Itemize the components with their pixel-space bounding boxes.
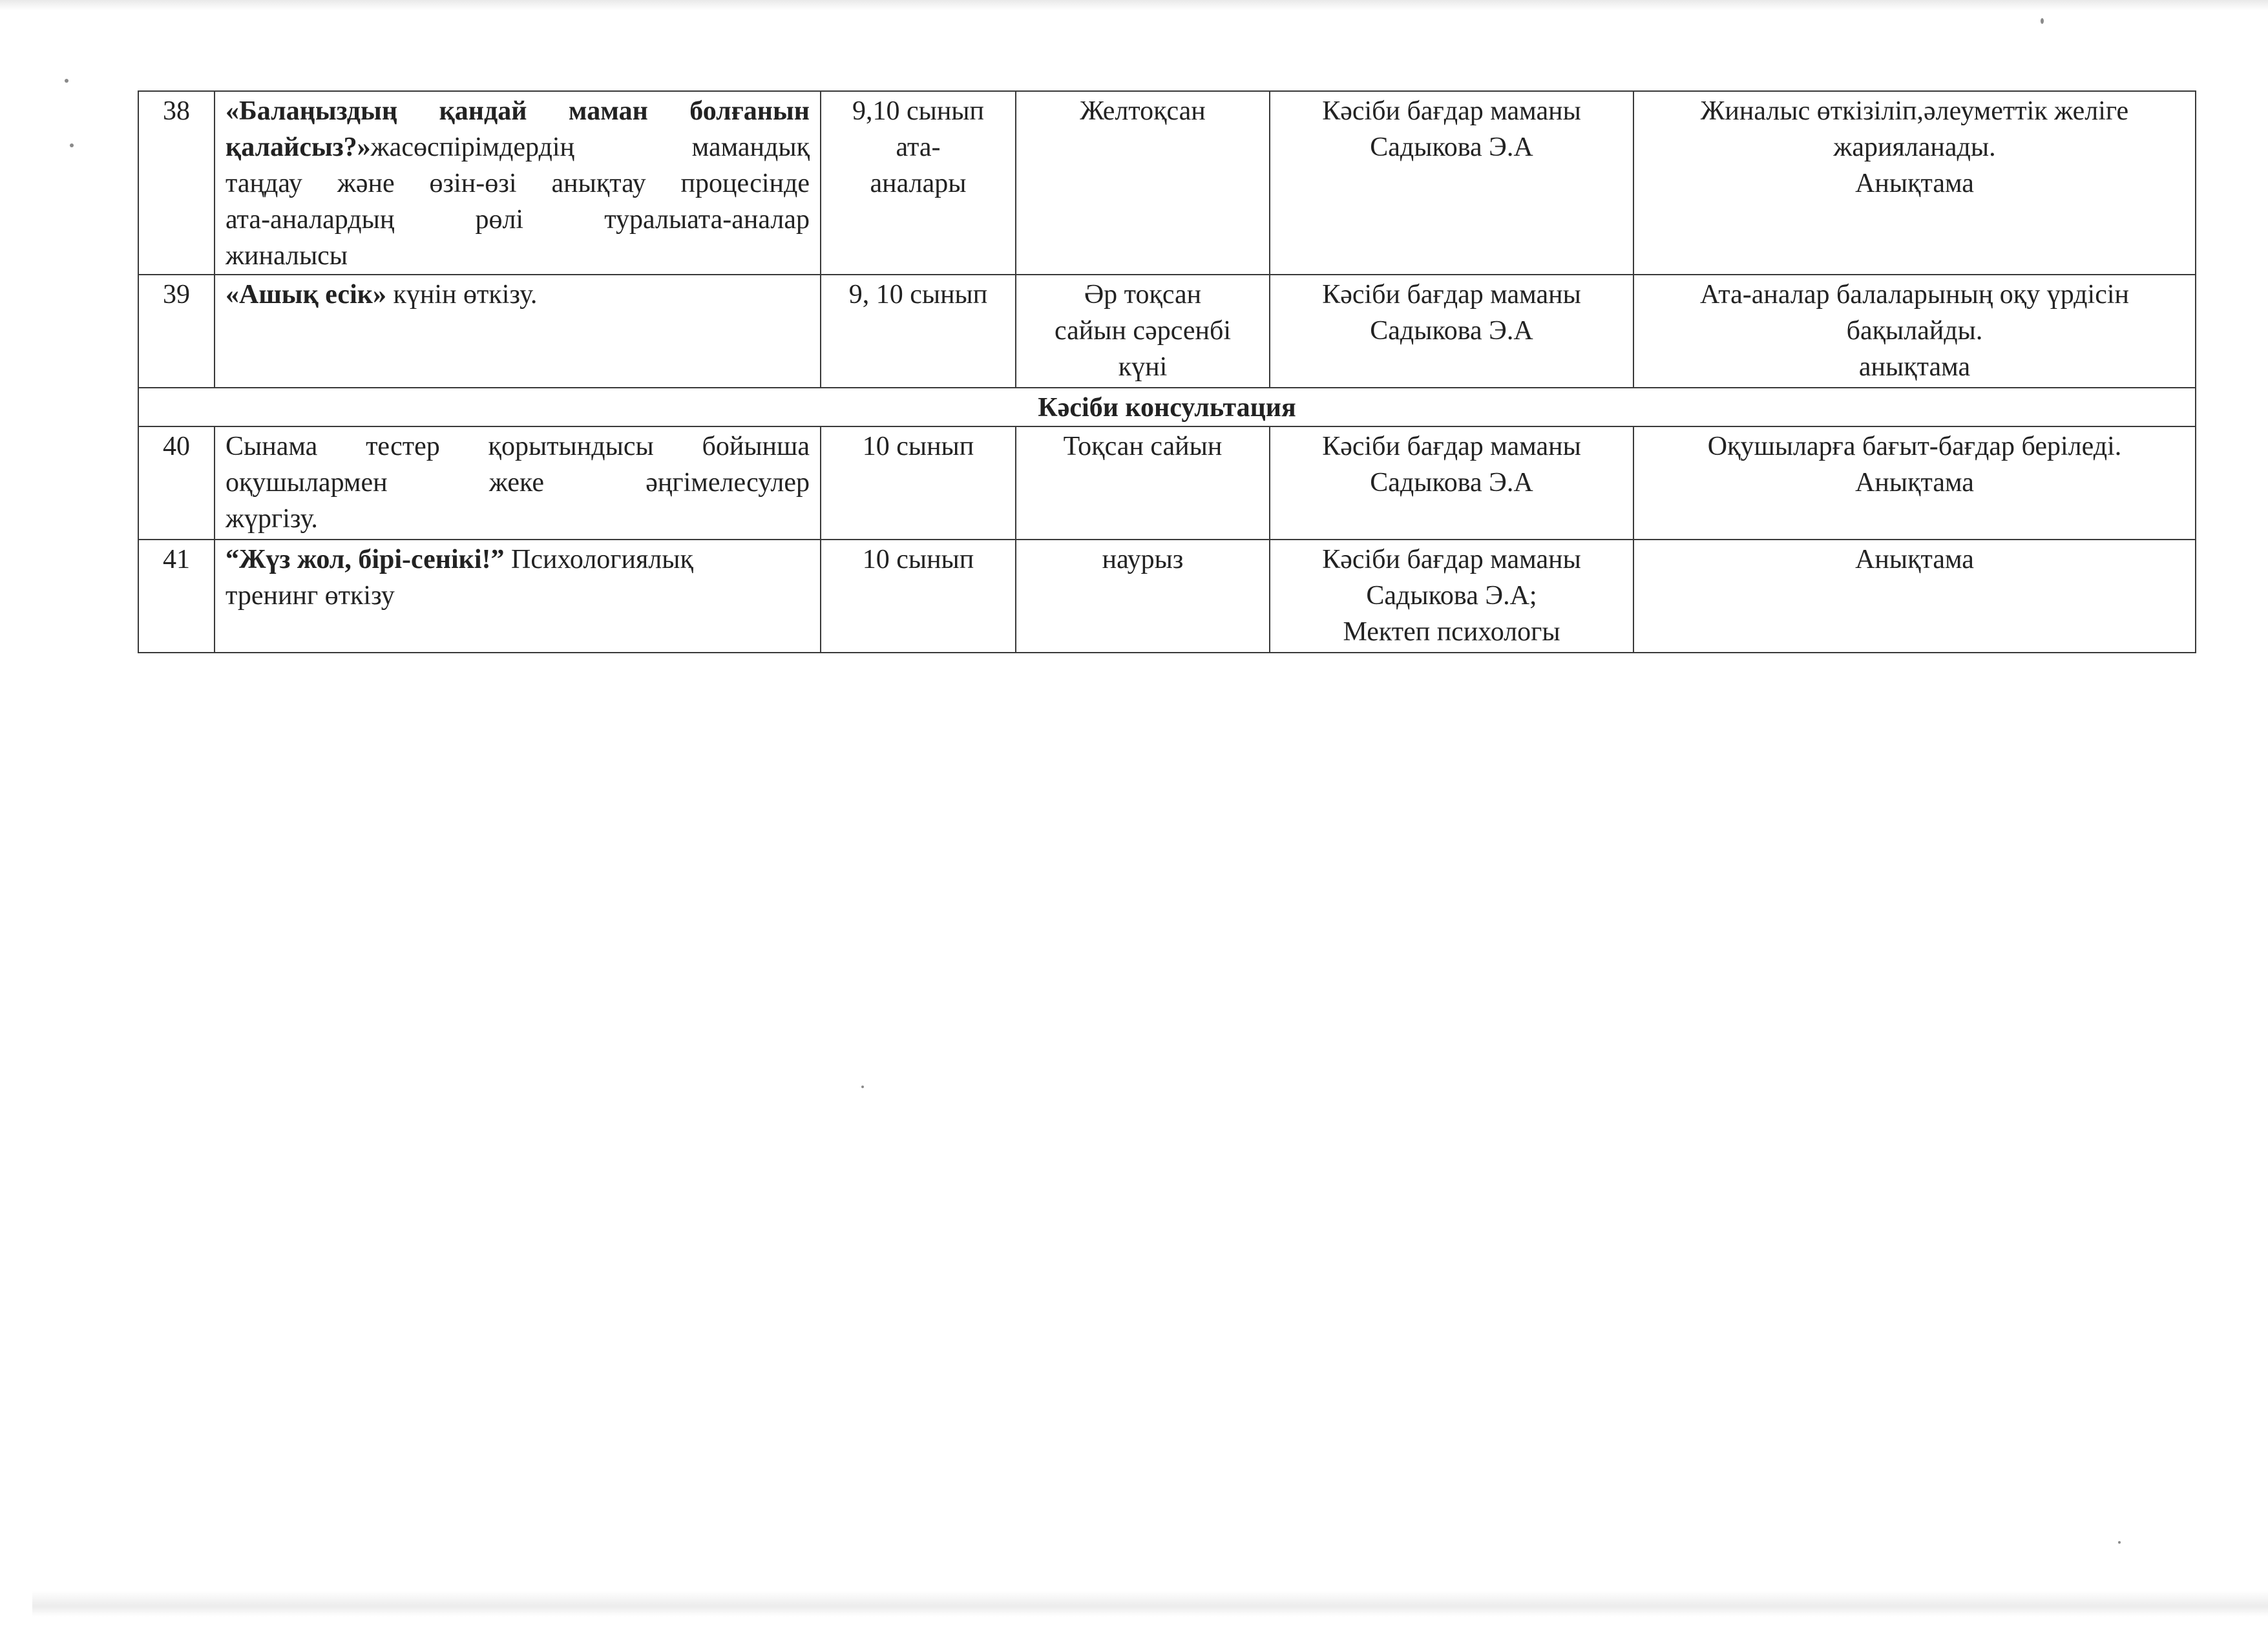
- responsible-text: Садыкова Э.А: [1370, 468, 1533, 498]
- event-text: таңдау және өзін-өзі анықтау процесінде: [226, 169, 810, 198]
- event-cell: [215, 426, 821, 540]
- event-title-bold: қалайсыз?»: [226, 132, 371, 162]
- event-cell: [215, 275, 821, 388]
- section-title: Кәсіби консультация: [138, 388, 2196, 426]
- responsible-text: Кәсіби бағдар маманы: [1322, 96, 1581, 126]
- audience-cell: 10 сынып: [821, 426, 1016, 540]
- event-text: Психологиялық: [511, 545, 693, 574]
- audience-cell: [821, 91, 1016, 275]
- result-cell: [1633, 275, 2196, 388]
- result-text: бақылайды.: [1846, 316, 1983, 346]
- audience-text: 9,10 сынып: [852, 96, 985, 126]
- audience-text: ата-: [896, 132, 941, 162]
- timing-cell: Тоқсан сайын: [1016, 426, 1270, 540]
- responsible-text: Кәсіби бағдар маманы: [1322, 545, 1581, 574]
- responsible-text: Садыкова Э.А: [1370, 316, 1533, 346]
- timing-cell: Желтоқсан: [1016, 91, 1270, 275]
- result-text: Анықтама: [1855, 169, 1974, 198]
- scan-edge-bottom: [32, 1591, 2268, 1617]
- scan-speck: [65, 79, 68, 83]
- event-text: жүргізу.: [226, 504, 318, 534]
- event-title-bold: «Балаңыздың қандай маман болғанын: [226, 96, 810, 126]
- event-text: жасөспірімдердің мамандық: [370, 132, 810, 162]
- result-text: Ата-аналар балаларының оқу үрдісін: [1700, 280, 2129, 310]
- result-text: жарияланады.: [1833, 132, 1996, 162]
- audience-cell: 10 сынып: [821, 540, 1016, 653]
- audience-cell: 9, 10 сынып: [821, 275, 1016, 388]
- table-row: [138, 426, 2196, 540]
- table-row: [138, 91, 2196, 275]
- event-cell: [215, 540, 821, 653]
- event-text: ата-аналардың рөлі туралыата-аналар: [226, 205, 810, 235]
- responsible-cell: [1270, 91, 1633, 275]
- row-number: 39: [138, 275, 215, 388]
- table-row: [138, 540, 2196, 653]
- event-text: жиналысы: [226, 241, 348, 271]
- responsible-text: Кәсіби бағдар маманы: [1322, 280, 1581, 310]
- section-row: [138, 388, 2196, 426]
- event-title-bold: “Жүз жол, бірі-сенікі!”: [226, 545, 505, 574]
- timing-cell: [1016, 275, 1270, 388]
- event-cell: [215, 91, 821, 275]
- table-row: [138, 275, 2196, 388]
- result-text: Оқушыларға бағыт-бағдар беріледі.: [1707, 432, 2122, 461]
- timing-cell: наурыз: [1016, 540, 1270, 653]
- result-cell: Анықтама: [1633, 540, 2196, 653]
- scan-edge-top: [0, 0, 2268, 10]
- event-text: оқушылармен жеке әңгімелесулер: [226, 468, 810, 498]
- event-title-bold: «Ашық есік»: [226, 280, 386, 310]
- event-text: күнін өткізу.: [386, 280, 538, 310]
- responsible-text: Садыкова Э.А;: [1366, 581, 1537, 611]
- event-text: тренинг өткізу: [226, 581, 395, 611]
- plan-table: [138, 90, 2196, 653]
- responsible-cell: [1270, 540, 1633, 653]
- scan-speck: [2118, 1541, 2121, 1544]
- responsible-text: Садыкова Э.А: [1370, 132, 1533, 162]
- result-cell: [1633, 91, 2196, 275]
- timing-text: сайын сәрсенбі: [1054, 316, 1232, 346]
- row-number: 41: [138, 540, 215, 653]
- timing-text: күні: [1118, 352, 1168, 382]
- row-number: 40: [138, 426, 215, 540]
- scan-speck: [861, 1086, 864, 1088]
- responsible-text: Мектеп психологы: [1343, 617, 1560, 647]
- result-text: анықтама: [1858, 352, 1971, 382]
- result-cell: [1633, 426, 2196, 540]
- audience-text: аналары: [870, 169, 967, 198]
- event-text: Сынама тестер қорытындысы бойынша: [226, 432, 810, 461]
- responsible-cell: [1270, 275, 1633, 388]
- row-number: 38: [138, 91, 215, 275]
- responsible-text: Кәсіби бағдар маманы: [1322, 432, 1581, 461]
- result-text: Анықтама: [1855, 468, 1974, 498]
- responsible-cell: [1270, 426, 1633, 540]
- result-text: Жиналыс өткізіліп,әлеуметтік желіге: [1700, 96, 2129, 126]
- scan-speck: [70, 143, 74, 147]
- scan-speck: [2041, 18, 2044, 24]
- timing-text: Әр тоқсан: [1084, 280, 1202, 310]
